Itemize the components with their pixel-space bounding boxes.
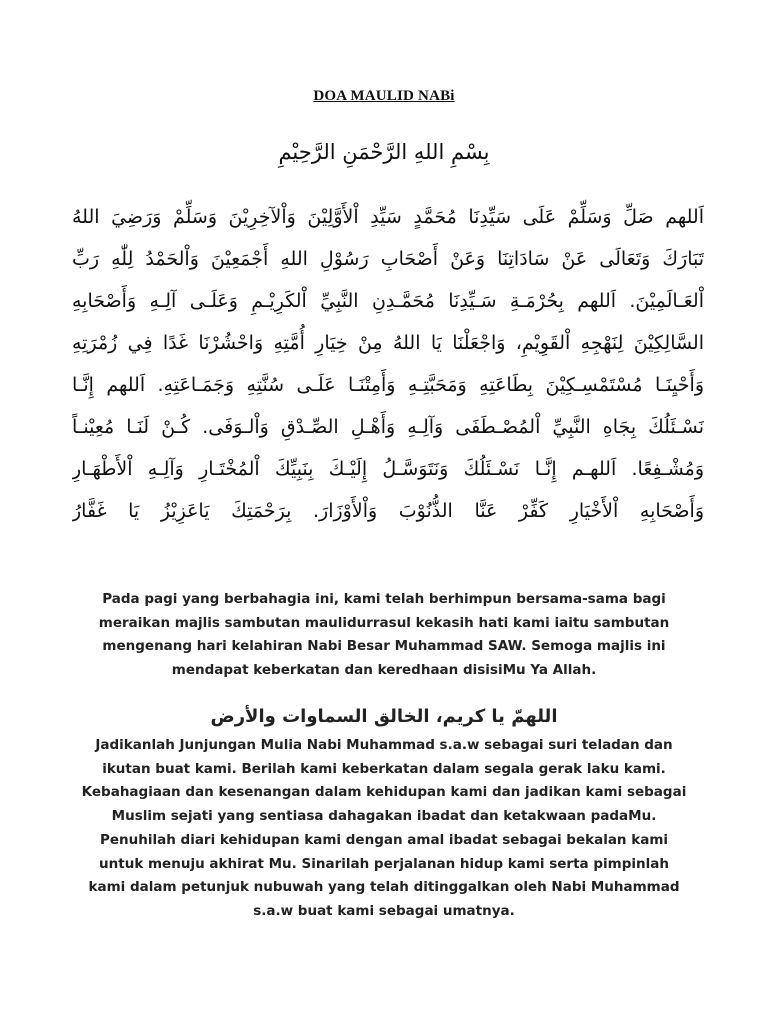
arabic-line: وَمُشْـفِعًا. اَللهـم إِنَّـا نَسْـئَلُكَ وَنَتَوَسَّـلُ إِلَيْـكَ بِنَبِيِّكَ اْلمُخْتَـارِ وَآلِـهِ اْلأَطْهَـارِ	[72, 458, 704, 480]
document-title: DOA MAULID NABi	[313, 88, 455, 104]
basmala: بِسْمِ اللهِ الرَّحْمَنِ الرَّحِيْمِ	[278, 140, 490, 164]
arabic-line: تَبَارَكَ وَتَعَالَى عَنْ سَادَاتِنَا وَعَنْ أَصْحَابِ رَسُوْلِ اللهِ أَجْمَعِيْنَ وَاْلحَمْدُ لِلّٰهِ رَبِّ	[72, 248, 704, 270]
arabic-line: اَللهم صَلِّ وَسَلِّمْ عَلَى سَيِّدِنَا مُحَمَّدٍ سَيِّدِ اْلأَوَّلِيْنَ وَاْلآخِرِيْنَ وَسَلِّمْ وَرَضِيَ اللهُ	[72, 206, 704, 228]
prayer-paragraph: Jadikanlah Junjungan Mulia Nabi Muhammad s.a.w sebagai suri teladan dan ikutan buat kami. Berilah kami keberkatan dalam segala gerak laku kami. Kebahagiaan dan kesenangan dalam kehidupan kami dan jadikan kami sebagai Muslim sejati yang sentiasa dahagakan ibadat dan ketakwaan padaMu. Penuhilah diari kehidupan kami dengan amal ibadat sebagai bekalan kami untuk menuju akhirat Mu. Sinarilah perjalanan hidup kami serta pimpinlah kami dalam petunjuk nubuwah yang telah ditinggalkan oleh Nabi Muhammad s.a.w buat kami sebagai umatnya.	[81, 737, 687, 919]
arabic-line: السَّالِكِيْنَ لِنَهْجِهِ اْلقَوِيْمِ، وَاجْعَلْنَا يَا اللهُ مِنْ خِيَارِ أُمَّتِهِ وَاحْشُرْنَا غَدًا فِي زُمْرَتِهِ	[72, 332, 704, 354]
arabic-line: نَسْـئَلُكَ بِجَاهِ النَّبِيِّ اْلمُصْـطَفَى وَآلِـهِ وَأَهْـلِ الصِّـدْقِ وَاْلـوَفَى. كُـنْ لَنَـا مُعِيْنـاً	[72, 416, 704, 438]
arabic-line: وَأَحْيِنَـا مُسْتَمْسِـكِيْنَ بِطَاعَتِهِ وَمَحَبَّتِـهِ وَأَمِتْنَـا عَلَـى سُنَّتِهِ وَجَمَـاعَتِهِ. اَللهم إِنَّـا	[72, 374, 704, 396]
arabic-heading: اللهمّ يا كريم، الخالق السماوات والأرض	[210, 706, 558, 727]
arabic-prayer-text	[72, 196, 704, 532]
arabic-line: اْلعَـالَمِيْنَ. اَللهم بِحُرْمَـةِ سَـيِّدِنَا مُحَمَّـدِنِ النَّبِيِّ اْلكَرِيْـمِ وَعَلَـى آلِـهِ وَأَصْحَابِهِ	[72, 290, 704, 312]
intro-paragraph: Pada pagi yang berbahagia ini, kami telah berhimpun bersama-sama bagi meraikan majlis sambutan maulidurrasul kekasih hati kami iaitu sambutan mengenang hari kelahiran Nabi Besar Muhammad SAW. Semoga majlis ini mendapat keberkatan dan keredhaan disisiMu Ya Allah.	[98, 591, 670, 678]
arabic-line: وَأَصْحَابِهِ اْلأَخْيَارِ كَفِّرْ عَنَّا الذُّنُوْبَ وَاْلأَوْزَارَ. بِرَحْمَتِكَ يَاعَزِيْزُ يَا غَفَّارُ	[72, 500, 704, 522]
